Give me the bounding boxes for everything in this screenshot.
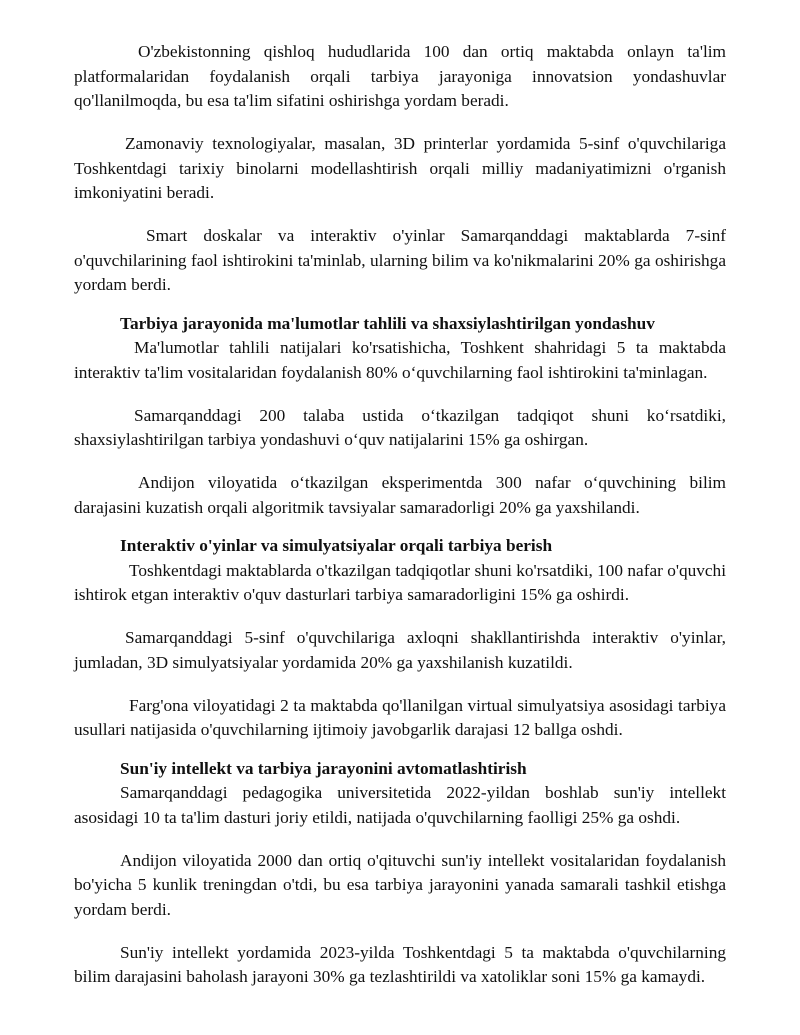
section-data-analysis <box>74 312 726 521</box>
paragraph: O'zbekistonning qishloq hududlarida 100 dan ortiq maktabda onlayn ta'lim platformalaridan foydalanish orqali tarbiya jarayoniga innovatsion yondashuvlar qo'llanilmoqda, bu esa ta'lim sifatini oshirishga yordam beradi. <box>74 42 726 110</box>
paragraph: Samarqanddagi 5-sinf o'quvchilariga axloqni shakllantirishda interaktiv o'yinlar, jumladan, 3D simulyatsiyalar yordamida 20% ga yaxshilanish kuzatildi. <box>74 628 726 672</box>
paragraph: Ma'lumotlar tahlili natijalari ko'rsatishicha, Toshkent shahridagi 5 ta maktabda interaktiv ta'lim vositalaridan foydalanish 80% o‘quvchilarning faol ishtirokini ta'minlagan. <box>74 338 726 382</box>
section-heading: Sun'iy intellekt va tarbiya jarayonini avtomatlashtirish <box>120 758 527 778</box>
paragraph: Sun'iy intellekt yordamida 2023-yilda Toshkentdagi 5 ta maktabda o'quvchilarning bilim darajasini baholash jarayoni 30% ga tezlashtirildi va xatoliklar soni 15% ga kamaydi. <box>74 942 726 986</box>
section-intro <box>74 40 726 298</box>
paragraph: Farg'ona viloyatidagi 2 ta maktabda qo'llanilgan virtual simulyatsiya asosidagi tarbiya usullari natijasida o'quvchilarning ijtimoiy javobgarlik darajasi 12 ballga oshdi. <box>74 695 726 739</box>
paragraph: Andijon viloyatida o‘tkazilgan eksperimentda 300 nafar o‘quvchining bilim darajasini kuzatish orqali algoritmik tavsiyalar samaradorligi 20% ga yaxshilandi. <box>74 473 726 517</box>
paragraph: Smart doskalar va interaktiv o'yinlar Samarqanddagi maktablarda 7-sinf o'quvchilarining faol ishtirokini ta'minlab, ularning bilim va ko'nikmalarini 20% ga oshirishga yordam berdi. <box>74 226 726 294</box>
paragraph: Samarqanddagi pedagogika universitetida 2022-yildan boshlab sun'iy intellekt asosidagi 10 ta ta'lim dasturi joriy etildi, natijada o'quvchilarning faolligi 25% ga oshdi. <box>74 783 726 827</box>
paragraph: Andijon viloyatida 2000 dan ortiq o'qituvchi sun'iy intellekt vositalaridan foydalanish bo'yicha 5 kunlik treningdan o'tdi, bu esa tarbiya jarayonini yanada samarali tashkil etishga yordam berdi. <box>74 850 726 919</box>
section-heading: Interaktiv o'yinlar va simulyatsiyalar orqali tarbiya berish <box>120 536 553 555</box>
section-artificial-intelligence <box>74 757 726 990</box>
section-heading: Tarbiya jarayonida ma'lumotlar tahlili va shaxsiylashtirilgan yondashuv <box>120 313 655 333</box>
paragraph: Toshkentdagi maktablarda o'tkazilgan tadqiqotlar shuni ko'rsatdiki, 100 nafar o'quvchi ishtirok etgan interaktiv o'quv dasturlari tarbiya samaradorligini 15% ga oshirdi. <box>74 560 726 604</box>
section-interactive-games <box>74 534 726 743</box>
paragraph: Samarqanddagi 200 talaba ustida o‘tkazilgan tadqiqot shuni ko‘rsatdiki, shaxsiylashtirilgan tarbiya yondashuvi o‘quv natijalarini 15% ga oshirgan. <box>74 405 726 449</box>
document-page <box>74 40 726 990</box>
paragraph: Zamonaviy texnologiyalar, masalan, 3D printerlar yordamida 5-sinf o'quvchilariga Toshkentdagi tarixiy binolarni modellashtirish orqali milliy madaniyatimizni o'rganish imkoniyatini beradi. <box>74 134 726 202</box>
